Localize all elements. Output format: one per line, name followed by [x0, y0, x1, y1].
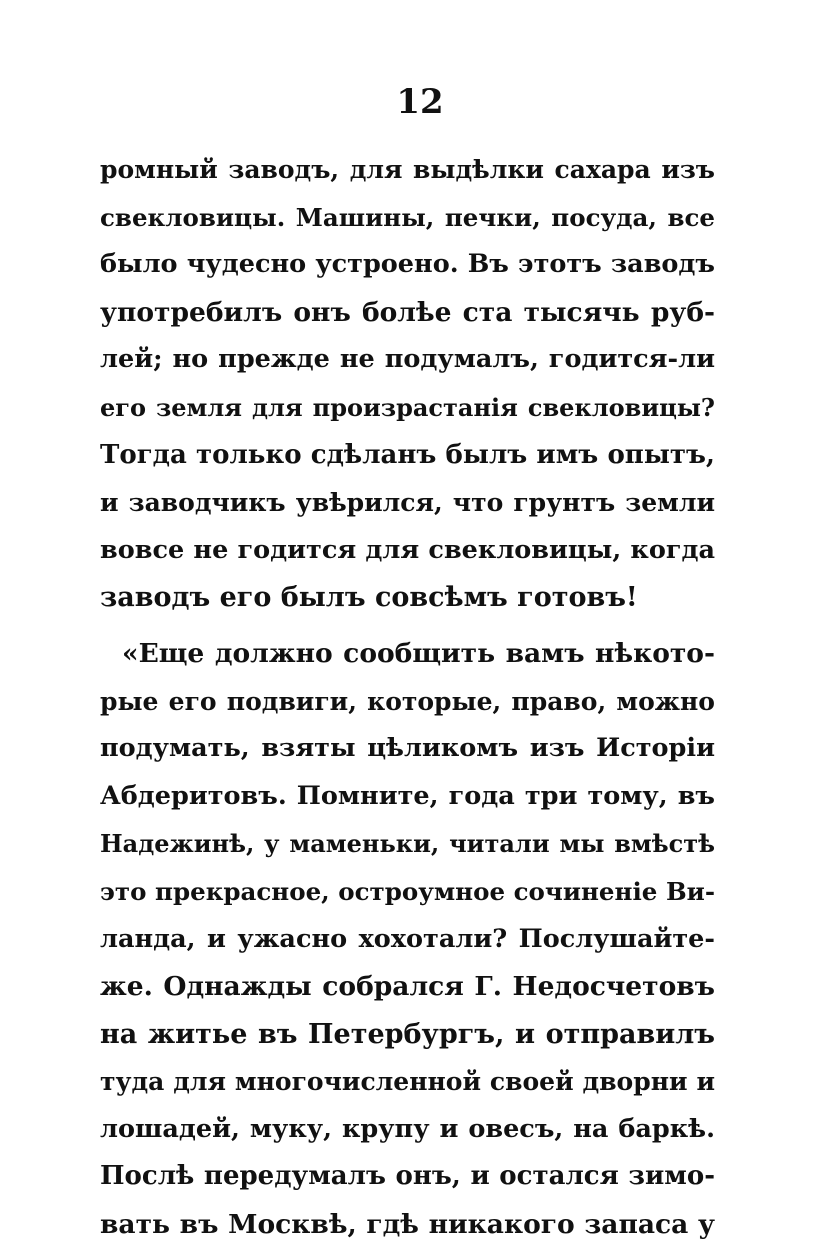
text-line: это прекрасное, остроумное сочиненіе Ви-	[100, 876, 715, 906]
text-line: подумать, взяты цѣликомъ изъ Исторіи	[100, 733, 715, 764]
text-line: свекловицы. Машины, печки, посуда, все	[100, 202, 715, 232]
page-number: 12	[396, 82, 444, 122]
text-line: лошадей, муку, крупу и овесъ, на баркѣ.	[100, 1113, 715, 1144]
text-line: употребилъ онъ болѣе ста тысячь руб-	[100, 296, 715, 328]
text-line: вать въ Москвѣ, гдѣ никакого запаса у	[100, 1209, 715, 1241]
text-line: вовсе не годится для свекловицы, когда	[100, 534, 715, 565]
text-line: лей; но прежде не подумалъ, годится-ли	[100, 344, 715, 375]
page-text	[100, 146, 715, 1249]
text-line: рые его подвиги, которые, право, можно	[100, 686, 715, 716]
text-line: ланда, и ужасно хохотали? Послушайте-	[100, 923, 715, 954]
text-line: Надежинѣ, у маменьки, читали мы вмѣстѣ	[100, 829, 715, 859]
paragraph-2	[100, 630, 715, 1249]
text-line: Тогда только сдѣланъ былъ имъ опытъ,	[100, 439, 715, 470]
text-line: его земля для произрастанія свекловицы?	[100, 392, 715, 422]
paragraph-1	[100, 146, 715, 622]
text-line: «Еще должно сообщить вамъ нѣкото-	[122, 637, 715, 669]
text-line: на житье въ Петербургъ, и отправилъ	[100, 1018, 715, 1050]
text-line: заводъ его былъ совсѣмъ готовъ!	[100, 582, 638, 614]
text-line: ромный заводъ, для выдѣлки сахара изъ	[100, 155, 715, 184]
text-line: туда для многочисленной своей дворни и	[100, 1067, 715, 1097]
text-line: было чудесно устроено. Въ этотъ заводъ	[100, 249, 715, 280]
text-line: Послѣ передумалъ онъ, и остался зимо-	[100, 1161, 715, 1192]
text-line: же. Однажды собрался Г. Недосчетовъ	[100, 971, 715, 1003]
text-line: и заводчикъ увѣрился, что грунтъ земли	[100, 488, 715, 518]
text-line: Абдеритовъ. Помните, года три тому, въ	[100, 780, 715, 811]
paragraph-gap	[100, 622, 715, 630]
